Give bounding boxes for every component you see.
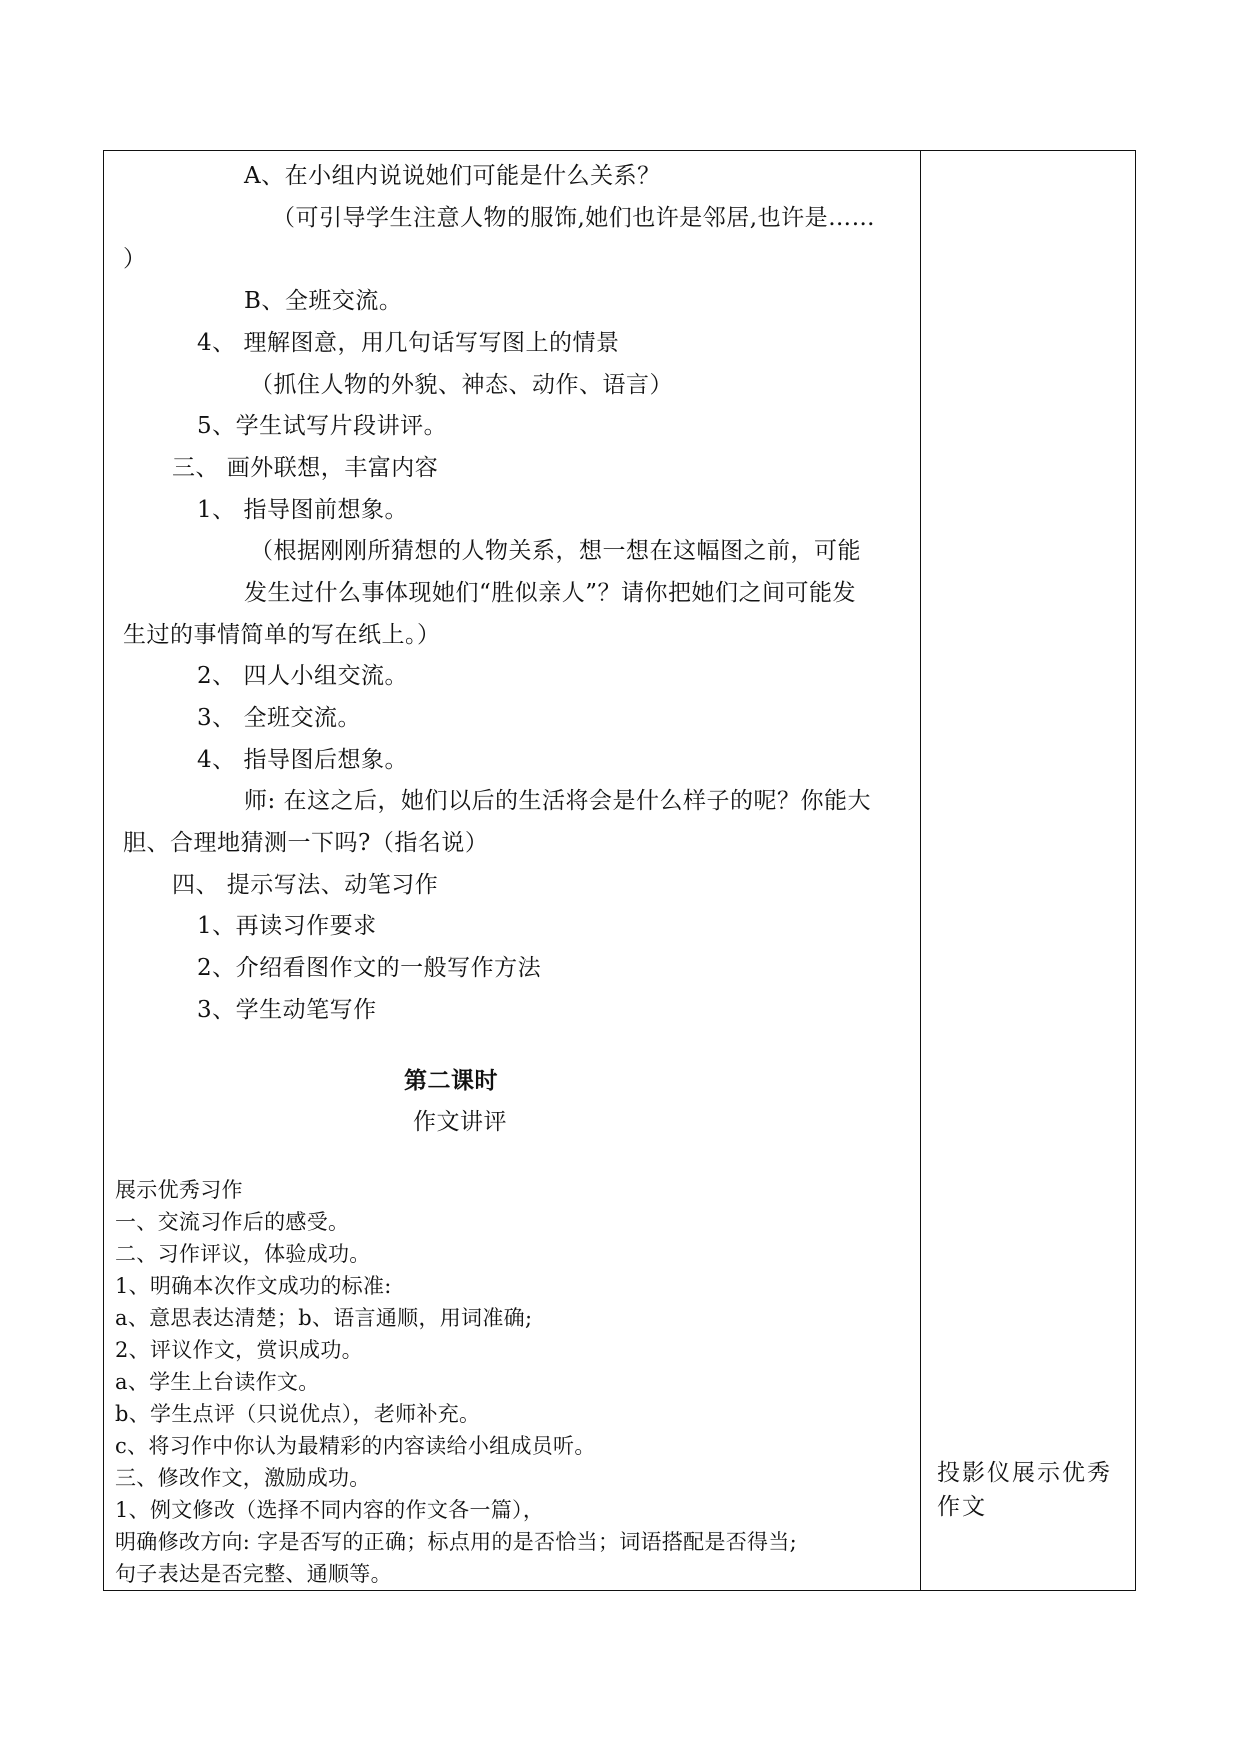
- item-4-text: 4、 理解图意，用几句话写写图上的情景: [197, 330, 620, 356]
- review-line-4: 1、明确本次作文成功的标准:: [115, 1274, 392, 1298]
- review-line-13: 句子表达是否完整、通顺等。: [115, 1562, 392, 1586]
- review-line-2: 一、交流习作后的感受。: [115, 1210, 350, 1234]
- review-line-10: 三、修改作文，激励成功。: [115, 1466, 371, 1490]
- review-line-3: 二、习作评议，体验成功。: [115, 1242, 371, 1266]
- item-4-hint: （抓住人物的外貌、神态、动作、语言）: [250, 372, 673, 398]
- s3-item-2: 2、 四人小组交流。: [197, 663, 408, 689]
- item-5-text: 5、学生试写片段讲评。: [197, 413, 448, 439]
- s4-item-1: 1、再读习作要求: [197, 913, 377, 939]
- notes-line-1: 投影仪展示优秀: [937, 1460, 1112, 1486]
- review-line-12: 明确修改方向: 字是否写的正确；标点用的是否恰当；词语搭配是否得当;: [115, 1530, 798, 1554]
- teacher-line-1: 师: 在这之后，她们以后的生活将会是什么样子的呢？你能大: [244, 788, 872, 814]
- review-line-6: 2、评议作文，赏识成功。: [115, 1338, 363, 1362]
- s4-item-3: 3、学生动笔写作: [197, 997, 377, 1023]
- step-a-text: A、在小组内说说她们可能是什么关系？: [244, 163, 661, 189]
- notes-line-2: 作文: [937, 1494, 987, 1520]
- s3-item-1: 1、 指导图前想象。: [197, 497, 408, 523]
- section-3-heading: 三、 画外联想，丰富内容: [172, 455, 439, 481]
- review-line-1: 展示优秀习作: [115, 1178, 243, 1202]
- step-b-text: B、全班交流。: [244, 288, 403, 314]
- s3-hint-line-3: 生过的事情简单的写在纸上。）: [123, 622, 441, 648]
- review-line-9: c、将习作中你认为最精彩的内容读给小组成员听。: [115, 1434, 596, 1458]
- lesson-2-subtitle: 作文讲评: [413, 1109, 507, 1135]
- review-line-5: a、意思表达清楚；b、语言通顺，用词准确;: [115, 1306, 533, 1330]
- step-a-hint-cont: ）: [123, 246, 147, 272]
- section-4-heading: 四、 提示写法、动笔习作: [172, 872, 439, 898]
- s3-hint-line-1: （根据刚刚所猜想的人物关系，想一想在这幅图之前，可能: [250, 538, 861, 564]
- s3-item-3: 3、 全班交流。: [197, 705, 361, 731]
- review-line-7: a、学生上台读作文。: [115, 1370, 320, 1394]
- review-line-8: b、学生点评（只说优点），老师补充。: [115, 1402, 481, 1426]
- teacher-line-2: 胆、合理地猜测一下吗?（指名说）: [123, 830, 489, 856]
- s4-item-2: 2、介绍看图作文的一般写作方法: [197, 955, 542, 981]
- s3-item-4: 4、 指导图后想象。: [197, 747, 408, 773]
- s3-hint-line-2: 发生过什么事体现她们“胜似亲人”？请你把她们之间可能发: [244, 580, 857, 606]
- review-line-11: 1、例文修改（选择不同内容的作文各一篇），: [115, 1498, 545, 1522]
- lesson-2-title: 第二课时: [404, 1067, 498, 1094]
- column-divider: [920, 150, 921, 1591]
- step-a-hint: （可引导学生注意人物的服饰,她们也许是邻居,也许是……: [272, 205, 876, 231]
